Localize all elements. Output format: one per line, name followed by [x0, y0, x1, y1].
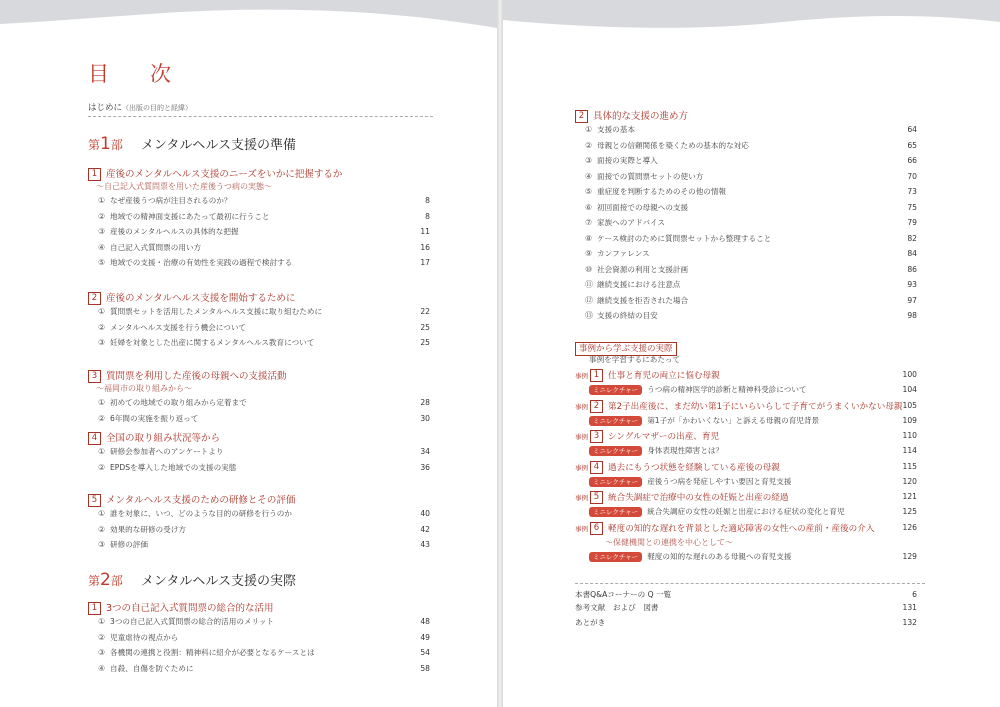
page-number: 42 [420, 524, 430, 534]
entry-number: ⑧ [585, 233, 593, 243]
entry-number: ⑬ [585, 311, 593, 320]
cases-heading [575, 336, 677, 356]
entry-number: ③ [98, 338, 106, 347]
page-number: 11 [420, 227, 430, 236]
entry-title: 面接の実際と導入 [597, 156, 658, 165]
page-number: 36 [420, 462, 430, 472]
toc-entry [98, 397, 247, 409]
entry-number: ① [98, 617, 106, 626]
toc-entry [98, 446, 223, 458]
toc-entry [585, 264, 688, 276]
page-number: 49 [420, 632, 430, 642]
entry-title: 自殺、自傷を防ぐために [110, 663, 194, 673]
page-number: 120 [902, 476, 917, 486]
entry-title: 妊婦を対象とした出産に関するメンタルヘルス教育について [110, 338, 315, 347]
entry-title: 効果的な研修の受け方 [110, 524, 186, 534]
page-number: 73 [907, 187, 917, 196]
toc-entry [585, 217, 665, 229]
back-entry: あとがき [575, 618, 606, 627]
case-number-box: 2 [590, 400, 603, 413]
entry-title: 初回面接での母親への支援 [597, 202, 689, 212]
entry-number: ① [98, 447, 106, 456]
toc-entry [585, 310, 658, 322]
entry-title: 自己記入式質問票の用い方 [110, 242, 202, 252]
entry-number: ① [98, 307, 106, 316]
page-number: 110 [902, 431, 917, 440]
page-number: 104 [902, 385, 917, 394]
mini-lecture-title: 身体表現性障害とは？ [647, 446, 724, 455]
page-number: 30 [420, 413, 430, 423]
toc-entry [98, 211, 269, 223]
toc-entry [98, 242, 201, 254]
entry-number: ② [98, 322, 106, 332]
entry-title: ケース検討のために質問票セットから整理すること [597, 233, 772, 243]
entry-number: ② [98, 413, 106, 423]
entry-number: ② [98, 632, 106, 642]
entry-title: 産後のメンタルヘルスの具体的な把握 [110, 227, 239, 236]
entry-title: EPDSを導入した地域での支援の実態 [110, 462, 237, 472]
entry-number: ⑥ [585, 202, 593, 212]
toc-entry [98, 616, 274, 628]
section-number-box: 1 [88, 602, 101, 615]
page-number: 93 [907, 280, 917, 289]
page-number: 97 [907, 295, 917, 305]
toc-title: 目 次 [88, 62, 181, 86]
toc-entry [585, 124, 635, 136]
case-label: 事例 [575, 524, 588, 533]
page-number: 129 [902, 551, 917, 561]
entry-title: メンタルヘルス支援を行う機会について [110, 322, 247, 332]
page-number: 70 [907, 171, 917, 181]
case-number-box: 6 [590, 522, 603, 535]
mini-lecture-badge: ミニレクチャー [589, 552, 642, 562]
entry-title: 社会資源の利用と支援計画 [597, 264, 689, 274]
page-number: 66 [907, 156, 917, 165]
mini-lecture-title: 第1子が「かわいくない」と訴える母親の育児背景 [647, 415, 820, 425]
entry-number: ② [98, 211, 106, 221]
entry-title: 質問票セットを活用したメンタルヘルス支援に取り組むために [110, 307, 323, 316]
page-number: 25 [420, 322, 430, 332]
page-number: 8 [425, 211, 430, 221]
mini-lecture-entry [589, 415, 819, 427]
toc-entry [585, 171, 703, 183]
mini-lecture-entry [589, 551, 791, 563]
toc-entry [98, 322, 246, 334]
case-title: 第2子出産後に、まだ幼い第1子にいらいらして子育てがうまくいかない母親 [608, 401, 903, 412]
page-number: 64 [907, 125, 917, 134]
toc-entry [98, 257, 292, 269]
page-number: 132 [902, 618, 917, 627]
toc-entry [585, 186, 726, 198]
page-number: 100 [902, 370, 917, 379]
section-heading [88, 600, 274, 615]
entry-title: 面接での質問票セットの使い方 [597, 171, 704, 181]
toc-entry [98, 632, 178, 644]
entry-title: 重症度を判断するためのその他の情報 [597, 187, 727, 196]
section-number-box: 4 [88, 432, 101, 445]
mini-lecture-badge: ミニレクチャー [589, 477, 642, 487]
intro-label: はじめに [88, 103, 123, 113]
entry-number: ③ [98, 227, 106, 236]
mini-lecture-title: 軽度の知的な遅れのある母親への育児支援 [647, 551, 792, 561]
toc-entry [98, 663, 194, 675]
toc-entry [98, 524, 186, 536]
toc-entry [98, 462, 236, 474]
divider [88, 116, 433, 117]
toc-entry [585, 248, 650, 260]
toc-entry [98, 195, 232, 207]
section-title: 産後のメンタルヘルス支援を開始するために [106, 293, 296, 304]
entry-number: ① [98, 398, 106, 407]
page-number: 22 [420, 307, 430, 316]
mini-lecture-entry [589, 506, 845, 518]
section-subtitle: ～福岡市の取り組みから～ [96, 384, 192, 393]
page-number: 109 [902, 415, 917, 425]
entry-number: ① [98, 509, 106, 518]
intro-note: （出版の目的と経緯） [122, 104, 193, 112]
mini-lecture-badge: ミニレクチャー [589, 385, 642, 395]
entry-title: 6年間の実施を振り返って [110, 413, 199, 423]
entry-title: 誰を対象に、いつ、どのような目的の研修を行うのか [110, 509, 292, 518]
mini-lecture-entry [589, 445, 723, 457]
case-label: 事例 [575, 433, 588, 441]
mini-lecture-title: うつ病の精神医学的診断と精神科受診について [647, 385, 807, 394]
section-heading [88, 290, 295, 305]
intro-line [88, 101, 192, 113]
entry-number: ③ [98, 648, 106, 657]
case-heading [575, 400, 903, 413]
case-number-box: 5 [590, 491, 603, 504]
right-page [503, 0, 1000, 707]
mini-lecture-entry [589, 476, 791, 488]
page-number: 16 [420, 242, 430, 252]
case-number-box: 1 [590, 369, 603, 382]
cases-intro: 事例を学習するにあたって [589, 355, 681, 364]
entry-number: ⑩ [585, 264, 593, 274]
section-number-box: 2 [88, 292, 101, 305]
entry-number: ⑤ [585, 187, 593, 196]
case-title: 軽度の知的な遅れを背景とした適応障害の女性への産前・産後の介入 [608, 523, 875, 534]
toc-entry [98, 306, 322, 318]
top-wave-band [0, 0, 497, 44]
mini-lecture-badge: ミニレクチャー [589, 416, 642, 426]
entry-title: 継続支援を拒否された場合 [597, 295, 689, 305]
toc-entry [585, 295, 688, 307]
toc-entry [98, 508, 292, 520]
case-label: 事例 [575, 372, 588, 380]
section-heading [575, 108, 688, 123]
toc-entry [98, 226, 239, 238]
case-label: 事例 [575, 402, 588, 411]
entry-title: 研修会参加者へのアンケートより [110, 447, 224, 456]
case-label: 事例 [575, 494, 588, 502]
entry-title: 継続支援における注意点 [597, 280, 681, 289]
toc-entry [585, 202, 688, 214]
part1-title: メンタルヘルス支援の準備 [140, 138, 296, 153]
page-number: 8 [425, 196, 430, 205]
case-label: 事例 [575, 463, 588, 472]
page-number: 58 [420, 663, 430, 673]
section-title: メンタルヘルス支援のための研修とその評価 [106, 495, 296, 506]
page-number: 17 [420, 258, 430, 267]
mini-lecture-title: 産後うつ病を発症しやすい要因と育児支援 [647, 476, 792, 486]
toc-entry [98, 337, 314, 349]
page-number: 54 [420, 648, 430, 657]
page-number: 98 [907, 311, 917, 320]
divider [575, 583, 925, 584]
entry-number: ⑨ [585, 249, 593, 258]
page-number: 84 [907, 249, 917, 258]
entry-title: 3つの自己記入式質問票の総合的活用のメリット [110, 617, 274, 626]
section-title: 全国の取り組み状況等から [106, 433, 221, 444]
toc-entry [585, 155, 658, 167]
page-number: 43 [420, 540, 430, 549]
entry-title: 地域での精神面支援にあたって最初に行うこと [110, 211, 270, 221]
entry-number: ④ [98, 242, 106, 252]
entry-number: ② [98, 524, 106, 534]
page-number: 131 [902, 603, 917, 612]
entry-number: ⑦ [585, 218, 593, 227]
section-title: 質問票を利用した産後の母親への支援活動 [106, 371, 287, 382]
entry-title: 初めての地域での取り組みから定着まで [110, 398, 247, 407]
case-title: 統合失調症で治療中の女性の妊娠と出産の経過 [608, 493, 789, 503]
page-number: 115 [902, 461, 917, 471]
case-heading [575, 491, 788, 504]
page-number: 121 [902, 492, 917, 501]
toc-entry [98, 539, 148, 551]
entry-number: ③ [585, 156, 593, 165]
entry-number: ① [585, 125, 593, 134]
page-number: 82 [907, 233, 917, 243]
back-entry: 参考文献 および 図書 [575, 603, 659, 612]
case-heading [575, 369, 720, 382]
section-number-box: 2 [575, 110, 588, 123]
mini-lecture-badge: ミニレクチャー [589, 446, 642, 456]
entry-number: ⑫ [585, 295, 593, 305]
section-number-box: 5 [88, 494, 101, 507]
page-number: 40 [420, 509, 430, 518]
entry-number: ⑪ [585, 280, 593, 289]
page-number: 25 [420, 338, 430, 347]
mini-lecture-title: 統合失調症の女性の妊娠と出産における症状の変化と育児 [647, 507, 845, 516]
part2-title: メンタルヘルス支援の実際 [140, 574, 296, 589]
page-number: 105 [902, 400, 917, 410]
entry-title: 児童虐待の視点から [110, 632, 179, 642]
entry-title: なぜ産後うつ病が注目されるのか？ [110, 196, 232, 205]
page-number: 125 [902, 507, 917, 516]
entry-title: 研修の評価 [110, 540, 148, 549]
part1-number: 第1部 [88, 134, 123, 154]
section-title: 具体的な支援の進め方 [593, 111, 689, 122]
part2-number: 第2部 [88, 570, 123, 590]
case-subtitle: ～保健機関との連携を中心として～ [605, 537, 733, 547]
case-title: 過去にもうつ状態を経験している産後の母親 [608, 462, 780, 473]
case-number-box: 4 [590, 461, 603, 474]
page-number: 86 [907, 264, 917, 274]
toc-entry [585, 233, 771, 245]
entry-title: 地域での支援・治療の有効性を実践の過程で検討する [110, 258, 293, 267]
page-number: 79 [907, 218, 917, 227]
back-entry: 本書Q&Aコーナーの Q 一覧 [575, 590, 672, 599]
section-heading [88, 430, 220, 445]
section-number-box: 1 [88, 168, 101, 181]
case-heading [575, 522, 874, 535]
entry-number: ① [98, 196, 106, 205]
page-number: 28 [420, 398, 430, 407]
entry-title: 各機関の連携と役割：精神科に紹介が必要となるケースとは [110, 648, 315, 657]
mini-lecture-entry [589, 384, 807, 396]
page-number: 6 [912, 590, 917, 599]
case-number-box: 3 [590, 430, 603, 443]
entry-title: 支援の終結の目安 [597, 311, 658, 320]
entry-number: ② [585, 140, 593, 150]
entry-number: ④ [98, 663, 106, 673]
page-number: 34 [420, 447, 430, 456]
section-number-box: 3 [88, 370, 101, 383]
top-wave-band [503, 0, 1000, 44]
part2-heading [88, 570, 296, 590]
section-heading [88, 166, 342, 181]
entry-number: ⑤ [98, 258, 106, 267]
case-title: 仕事と育児の両立に悩む母親 [608, 371, 720, 381]
page-number: 65 [907, 140, 917, 150]
toc-entry [585, 140, 749, 152]
entry-title: 支援の基本 [597, 125, 635, 134]
section-heading [88, 368, 287, 383]
cases-heading-box: 事例から学ぶ支援の実際 [575, 342, 677, 356]
page-number: 126 [902, 522, 917, 532]
section-title: 産後のメンタルヘルス支援のニーズをいかに把握するか [106, 169, 343, 180]
entry-number: ④ [585, 171, 593, 181]
toc-entry [585, 279, 681, 291]
section-heading [88, 492, 295, 507]
toc-entry [98, 647, 315, 659]
toc-entry [98, 413, 198, 425]
part1-heading [88, 134, 296, 154]
section-subtitle: ～自己記入式質問票を用いた産後うつ病の実態～ [96, 182, 272, 191]
entry-title: カンファレンス [597, 249, 650, 258]
page-number: 75 [907, 202, 917, 212]
entry-number: ② [98, 462, 106, 472]
mini-lecture-badge: ミニレクチャー [589, 507, 642, 517]
entry-number: ③ [98, 540, 106, 549]
case-heading [575, 461, 780, 474]
entry-title: 母親との信頼関係を築くための基本的な対応 [597, 140, 749, 150]
case-title: シングルマザーの出産、育児 [608, 432, 720, 442]
page-number: 48 [420, 617, 430, 626]
entry-title: 家族へのアドバイス [597, 218, 666, 227]
section-title: 3つの自己記入式質問票の総合的な活用 [106, 603, 274, 614]
left-page [0, 0, 497, 707]
page-number: 114 [902, 446, 917, 455]
case-heading [575, 430, 719, 443]
